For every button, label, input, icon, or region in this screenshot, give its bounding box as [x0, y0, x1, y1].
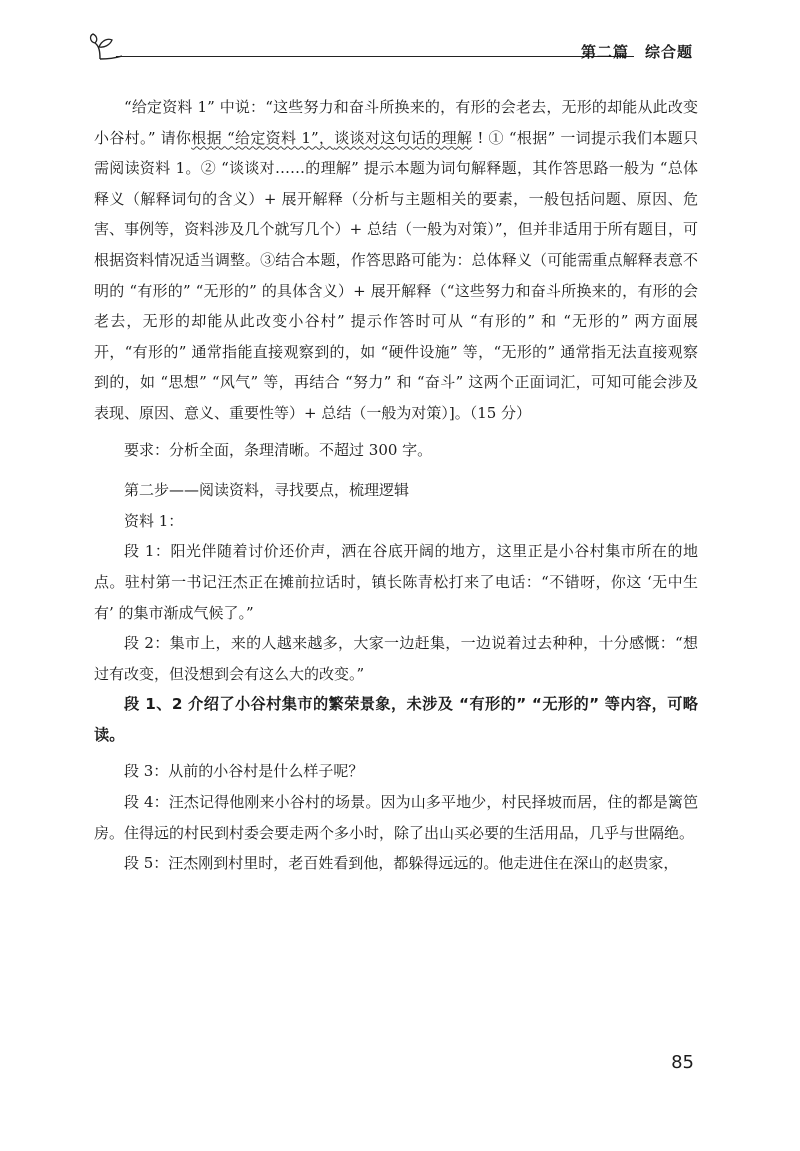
material-paragraph-3: 段 3：从前的小谷村是什么样子呢？	[124, 762, 364, 781]
material-paragraph-5: 段 5：汪杰刚到村里时，老百姓看到他，都躲得远远的。他走进住在深山的赵贵家，	[124, 854, 679, 873]
reading-note: 段 1、2 介绍了小谷村集市的繁荣景象，未涉及 “有形的” “无形的” 等内容，可略读。	[94, 695, 698, 744]
page-content	[94, 92, 698, 879]
page-header	[88, 30, 693, 70]
material-paragraph-2: 段 2：集市上，来的人越来越多，大家一边赶集，一边说着过去种种，十分感慨：“想过有改变，但没想到会有这么大的改变。”	[94, 634, 698, 683]
material-paragraph-1: 段 1：阳光伴随着讨价还价声，洒在谷底开阔的地方，这里正是小谷村集市所在的地点。驻村第一书记汪杰正在摊前拉话时，镇长陈青松打来了电话：“不错呀，你这 ‘无中生有’ 的集市渐成气候了。”	[94, 542, 698, 622]
step-heading: 第二步——阅读资料，寻找要点，梳理逻辑	[124, 481, 410, 500]
hint-underline-source: 根据 “给定资料 1”，	[191, 128, 335, 147]
question-paragraph	[94, 92, 698, 429]
material-label: 资料 1：	[124, 511, 184, 530]
question-text-start: “给定资料 1” 中说：“这些努力和奋斗所换来的，有形的会老去，无形的却能从此改变小谷村。” 请你	[94, 98, 698, 147]
requirement-text: 要求：分析全面，条理清晰。不超过 300 字。	[124, 440, 433, 459]
sprout-icon	[88, 30, 122, 64]
section-title: 第二篇 综合题	[580, 43, 693, 61]
page-number: 85	[671, 1052, 694, 1073]
hint-underline-task: 谈谈对这句话的理解	[334, 128, 473, 147]
material-paragraph-4: 段 4：汪杰记得他刚来小谷村的场景。因为山多平地少，村民择坡而居，住的都是篱笆房。住得远的村民到村委会要走两个多小时，除了出山买必要的生活用品，几乎与世隔绝。	[94, 793, 698, 842]
header-rule	[116, 56, 634, 57]
question-text-rest: ! ① “根据” 一词提示我们本题只需阅读资料 1。② “谈谈对……的理解” 提示本题为词句解释题，其作答思路一般为 “总体释义（解释词句的含义）+ 展开解释（分析与主题相关的要素，一般包括问题、原因、危害、事例等，资料涉及几个就写几个）+ 总结（一般为对策）”，但并非适用于所有题目，可根据资料情况适当调整。③结合本题，作答思路可能为：总体释义（可能需重点解释表意不明的 “有形的” “无形的” 的具体含义）+ 展开解释（“这些努力和奋斗所换来的，有形的会老去，无形的却能从此改变小谷村” 提示作答时可从 “有形的” 和 “无形的” 两方面展开，“有形的” 通常指能直接观察到的，如 “硬件设施” 等，“无形的” 通常指无法直接观察到的，如 “思想” “风气” 等，再结合 “努力” 和 “奋斗” 这两个正面词汇，可知可能会涉及表现、原因、意义、重要性等）+ 总结（一般为对策）]。（15 分）	[94, 128, 698, 422]
